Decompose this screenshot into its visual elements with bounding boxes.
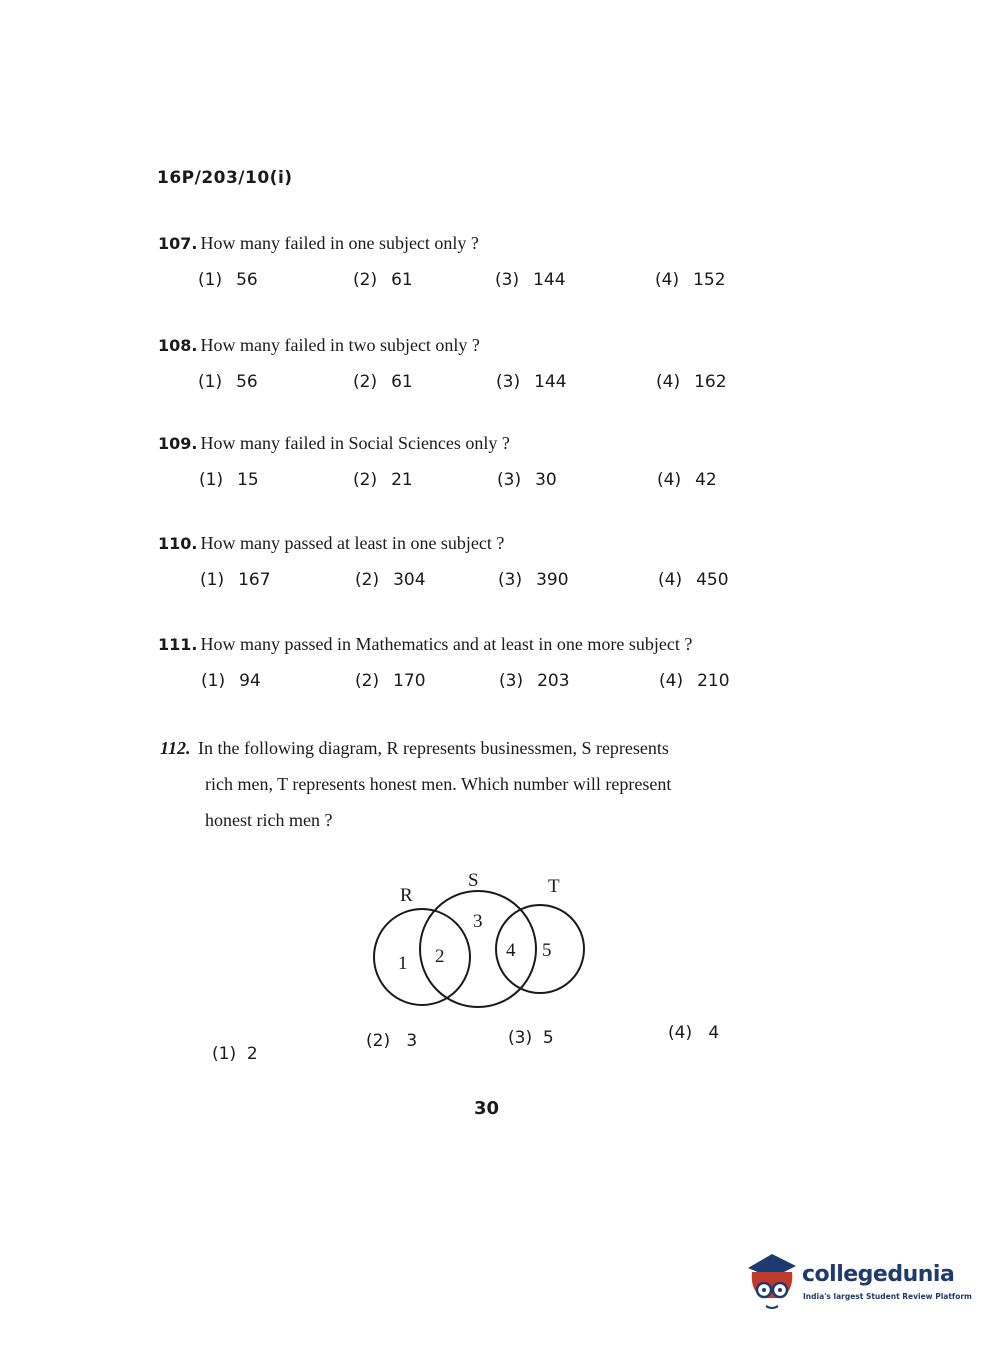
page-number: 30 [474, 1098, 500, 1119]
option-1[interactable]: (1) 2 [212, 1044, 258, 1064]
option-3[interactable]: (3) 390 [498, 570, 569, 590]
question-text: How many passed in Mathematics and at least in one more subject ? [200, 634, 693, 654]
mascot-icon [742, 1248, 802, 1314]
option-3[interactable]: (3) 203 [499, 671, 570, 691]
brand-tagline: India's largest Student Review Platform [803, 1292, 972, 1301]
question-text: How many failed in one subject only ? [200, 233, 479, 253]
option-4[interactable]: (4) 152 [655, 270, 726, 290]
option-2[interactable]: (2) 304 [355, 570, 426, 590]
options [158, 671, 798, 699]
region-1: 1 [398, 953, 408, 974]
question-number: 112. [160, 738, 191, 758]
option-3[interactable]: (3) 5 [508, 1028, 554, 1048]
option-2[interactable]: (2) 61 [353, 270, 413, 290]
question-text-line-2: rich men, T represents honest men. Which number will represent [205, 774, 672, 794]
label-s: S [468, 870, 479, 891]
region-4: 4 [506, 940, 516, 961]
paper-code: 16P/203/10(i) [157, 168, 293, 188]
option-4[interactable]: (4) 4 [668, 1023, 720, 1043]
option-1[interactable]: (1) 167 [200, 570, 271, 590]
option-2[interactable]: (2) 3 [366, 1031, 418, 1051]
options [158, 270, 798, 298]
venn-diagram [360, 862, 600, 1012]
option-3[interactable]: (3) 30 [497, 470, 557, 490]
region-2: 2 [435, 946, 445, 967]
question-111 [158, 632, 798, 699]
option-4[interactable]: (4) 450 [658, 570, 729, 590]
question-number: 109. [158, 434, 198, 453]
option-4[interactable]: (4) 162 [656, 372, 727, 392]
option-1[interactable]: (1) 94 [201, 671, 261, 691]
brand-name: collegedunia [802, 1262, 955, 1287]
option-3[interactable]: (3) 144 [496, 372, 567, 392]
question-107 [158, 231, 798, 298]
options [158, 570, 798, 598]
option-2[interactable]: (2) 21 [353, 470, 413, 490]
region-5: 5 [542, 940, 552, 961]
options [158, 372, 798, 400]
option-1[interactable]: (1) 15 [199, 470, 259, 490]
question-text-line-3: honest rich men ? [205, 810, 333, 830]
option-2[interactable]: (2) 170 [355, 671, 426, 691]
region-3: 3 [473, 911, 483, 932]
option-4[interactable]: (4) 42 [657, 470, 717, 490]
question-110 [158, 531, 798, 598]
option-1[interactable]: (1) 56 [198, 270, 258, 290]
circle-r [374, 909, 470, 1005]
question-109 [158, 431, 798, 498]
option-3[interactable]: (3) 144 [495, 270, 566, 290]
options [158, 470, 798, 498]
label-t: T [548, 876, 560, 897]
option-4[interactable]: (4) 210 [659, 671, 730, 691]
collegedunia-logo [742, 1248, 972, 1318]
question-number: 107. [158, 234, 198, 253]
option-1[interactable]: (1) 56 [198, 372, 258, 392]
option-2[interactable]: (2) 61 [353, 372, 413, 392]
question-text: How many failed in Social Sciences only ? [200, 433, 510, 453]
label-r: R [400, 885, 413, 906]
question-text: How many passed at least in one subject ? [200, 533, 505, 553]
question-112 [160, 730, 800, 838]
question-number: 111. [158, 635, 198, 654]
question-number: 110. [158, 534, 198, 553]
question-text: How many failed in two subject only ? [200, 335, 480, 355]
question-text-line-1: In the following diagram, R represents businessmen, S represents [198, 738, 669, 758]
question-number: 108. [158, 336, 198, 355]
question-108 [158, 333, 798, 400]
